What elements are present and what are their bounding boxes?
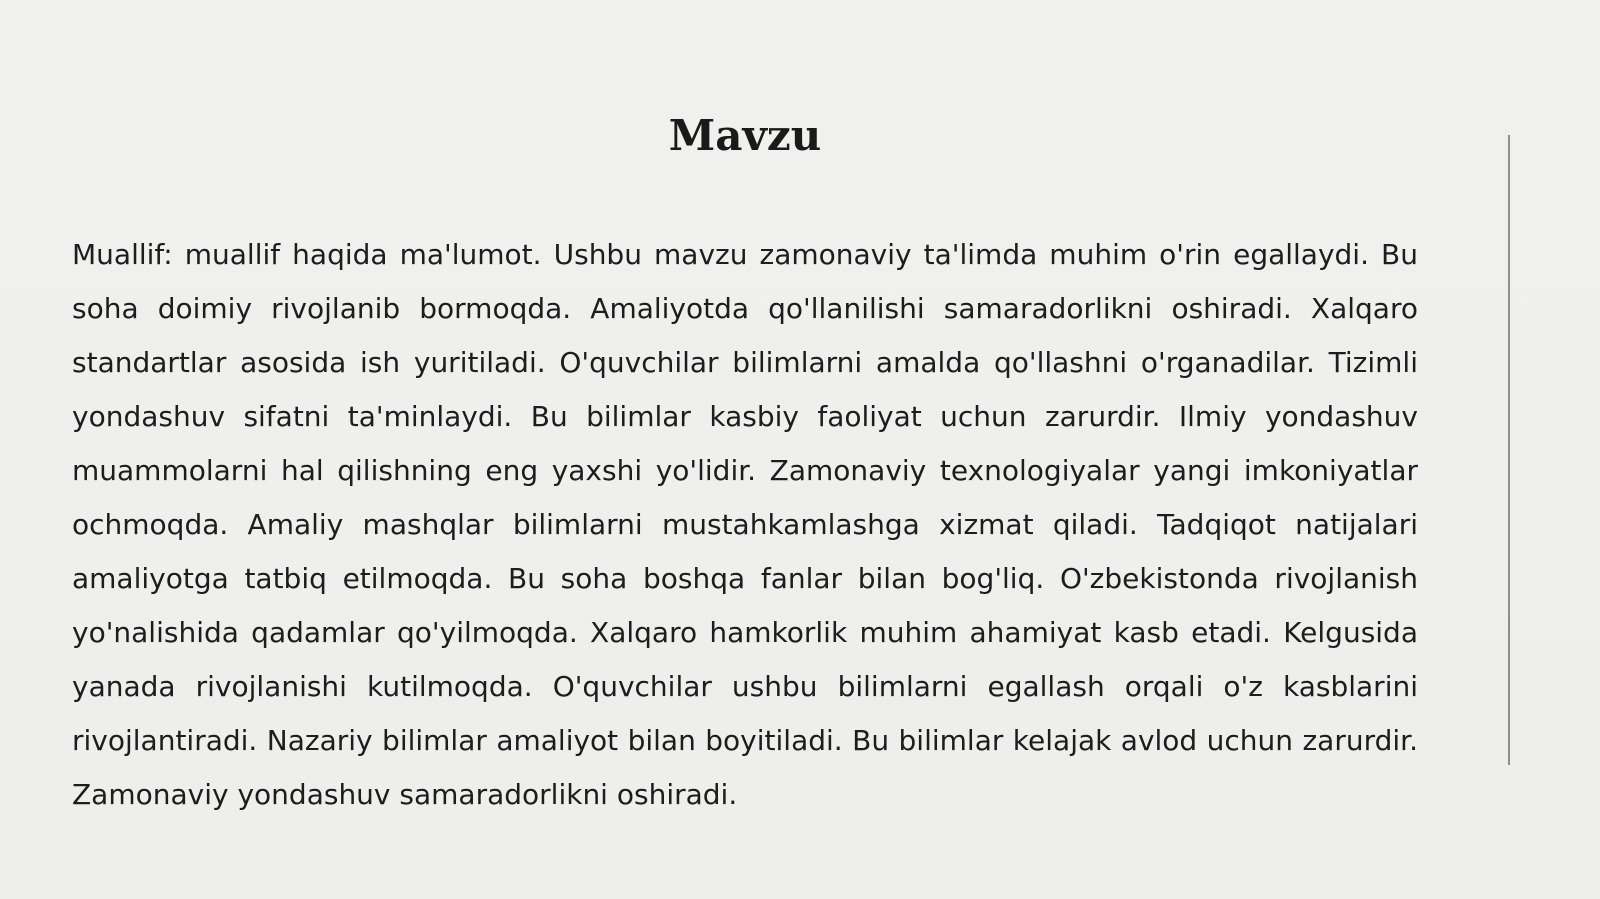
vertical-divider — [1508, 135, 1510, 765]
slide-body-text: Muallif: muallif haqida ma'lumot. Ushbu mavzu zamonaviy ta'limda muhim o'rin egallaydi. Bu soha doimiy rivojlanib bormoqda. Amaliyotda qo'llanilishi samaradorlikni oshiradi. Xalqaro standartlar asosida ish yuritiladi. O'quvchilar bilimlarni amalda qo'llashni o'rganadilar. Tizimli yondashuv sifatni ta'minlaydi. Bu bilimlar kasbiy faoliyat uchun zarurdir. Ilmiy yondashuv muammolarni hal qilishning eng yaxshi yo'lidir. Zamonaviy texnologiyalar yangi imkoniyatlar ochmoqda. Amaliy mashqlar bilimlarni mustahkamlashga xizmat qiladi. Tadqiqot natijalari amaliyotga tatbiq etilmoqda. Bu soha boshqa fanlar bilan bog'liq. O'zbekistonda rivojlanish yo'nalishida qadamlar qo'yilmoqda. Xalqaro hamkorlik muhim ahamiyat kasb etadi. Kelgusida yanada rivojlanishi kutilmoqda. O'quvchilar ushbu bilimlarni egallash orqali o'z kasblarini rivojlantiradi. Nazariy bilimlar amaliyot bilan boyitiladi. Bu bilimlar kelajak avlod uchun zarurdir. Zamonaviy yondashuv samaradorlikni oshiradi. — [72, 238, 1418, 811]
slide-title: Mavzu — [668, 111, 822, 160]
